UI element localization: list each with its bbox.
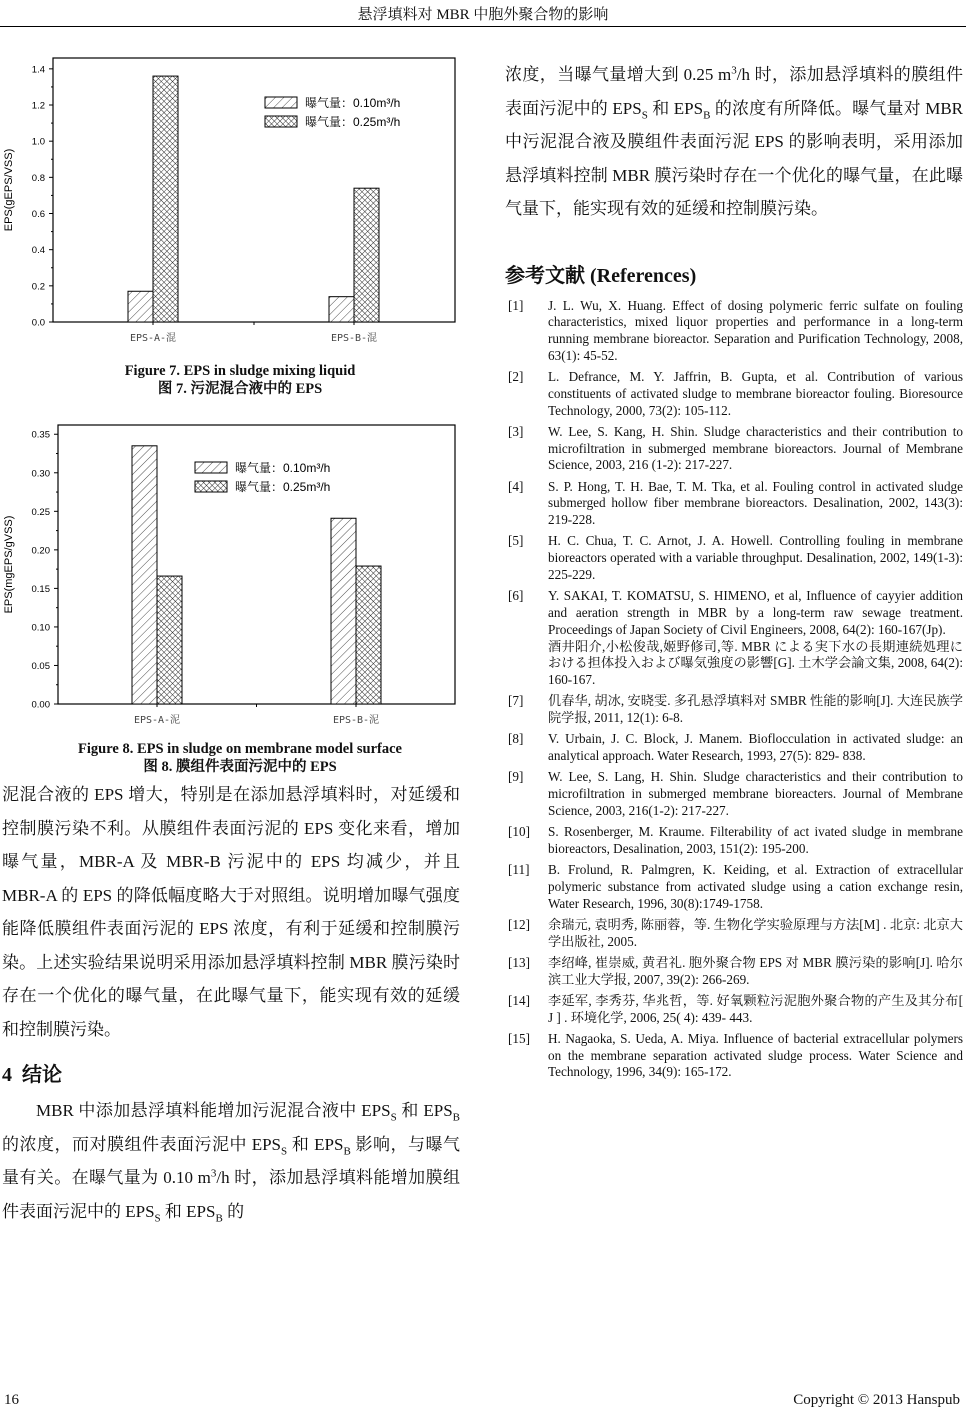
reference-number: [14]	[508, 992, 530, 1008]
x-tick-label: EPS-A-混	[129, 333, 177, 344]
reference-number: [4]	[508, 478, 524, 494]
reference-item	[508, 993, 963, 1027]
legend-swatch	[265, 97, 297, 108]
subscript: S	[281, 1144, 288, 1157]
bar-aeration-0.10	[128, 291, 153, 322]
reference-number: [15]	[508, 1030, 530, 1046]
reference-text-main: W. Lee, S. Kang, H. Shin. Sludge characteristics and their contribution to microfiltration in submerged membrane bioreactors. Journal of Membrane Science, 2003, 216 (1-2): 217-227.	[548, 423, 963, 473]
reference-number: [5]	[508, 533, 524, 549]
reference-text	[548, 769, 963, 819]
references-heading: 参考文献 (References)	[505, 264, 697, 287]
x-tick-label: EPS-B-混	[330, 333, 378, 344]
page-number: 16	[4, 1392, 19, 1408]
reference-item	[508, 769, 963, 819]
y-tick-label: 0.35	[31, 429, 50, 441]
bar-aeration-0.10	[331, 518, 356, 704]
reference-text	[548, 993, 963, 1027]
conclusion-paragraph-right	[505, 58, 963, 226]
reference-text-main: S. Rosenberger, M. Kraume. Filterability of act ivated sludge in membrane bioreactors, Desalination, 2003, 151(2): 195-200.	[548, 824, 963, 856]
text-run: 和 EPS	[160, 1201, 216, 1221]
reference-number: [13]	[508, 954, 530, 970]
subscript: B	[343, 1144, 351, 1157]
header-rule	[0, 26, 966, 27]
figure-8-caption-cn: 图 8. 膜组件表面污泥中的 EPS	[143, 759, 337, 775]
reference-item	[508, 424, 963, 474]
legend-label: 曝气量：0.10m³/h	[305, 96, 401, 110]
text-run: 的浓度，而对膜组件表面污泥中 EPS	[2, 1134, 282, 1154]
reference-item	[508, 588, 963, 689]
bar-aeration-0.10	[132, 446, 157, 704]
legend-swatch	[265, 116, 297, 127]
reference-text-main: S. P. Hong, T. H. Bae, T. M. Tka, et al. Fouling control in activated sludge submerged hollow fiber membrane bioreactors. Desalination, 2002, 143(3): 219-228.	[548, 478, 963, 528]
figure-8-caption-en: Figure 8. EPS in sludge on membrane model surface	[78, 741, 402, 757]
reference-text	[548, 731, 963, 765]
legend-label: 曝气量：0.25m³/h	[305, 115, 401, 129]
y-tick-label: 1.2	[31, 100, 45, 112]
reference-number: [1]	[508, 297, 524, 313]
figure-7-caption	[0, 362, 480, 398]
reference-text-main: V. Urbain, J. C. Block, J. Manem. Bioflocculation in activated sludge: an analytical approach. Water Research, 1993, 27(5): 829- 838.	[548, 731, 963, 764]
subscript: S	[390, 1111, 397, 1124]
bar-aeration-0.25	[153, 76, 178, 322]
reference-item	[508, 1031, 963, 1081]
reference-number: [10]	[508, 824, 530, 840]
figure-8-caption	[0, 740, 480, 776]
reference-text-main: 李绍峰, 崔崇威, 黄君礼. 胞外聚合物 EPS 对 MBR 膜污染的影响[J]. 哈尔滨工业大学报, 2007, 39(2): 266-269.	[548, 954, 963, 987]
figure-7-caption-cn: 图 7. 污泥混合液中的 EPS	[157, 381, 323, 397]
figure-7-caption-en: Figure 7. EPS in sludge mixing liquid	[124, 363, 356, 379]
figure-8-chart	[0, 420, 480, 738]
y-tick-label: 0.0	[31, 317, 45, 329]
figure-8-svg	[0, 420, 480, 738]
reference-text-original: 酒井阳介,小松俊哉,姬野修司,等. MBR による実下水の長期連続処理における担体投入および曝気強度の影響[G]. 土木学会論文集, 2008, 64(2): 160-167.	[548, 638, 963, 688]
subscript: B	[215, 1211, 223, 1224]
y-axis-label: EPS(gEPS/VSS)	[3, 148, 15, 232]
y-tick-label: 1.0	[31, 136, 45, 148]
section-heading	[2, 1060, 460, 1090]
reference-number: [9]	[508, 769, 524, 785]
y-tick-label: 0.6	[31, 209, 45, 221]
reference-item	[508, 479, 963, 529]
reference-text	[548, 369, 963, 419]
reference-item	[508, 917, 963, 951]
reference-item	[508, 298, 963, 365]
reference-item	[508, 693, 963, 727]
reference-number: [3]	[508, 423, 524, 439]
text-run: 和 EPS	[647, 98, 704, 118]
bar-aeration-0.25	[356, 566, 381, 704]
reference-text	[548, 533, 963, 583]
reference-number: [8]	[508, 731, 524, 747]
y-tick-label: 0.10	[31, 622, 50, 634]
x-tick-label: EPS-B-泥	[332, 715, 380, 726]
reference-text	[548, 424, 963, 474]
supscript: 3	[731, 64, 737, 77]
reference-text-main: W. Lee, S. Lang, H. Shin. Sludge characteristics and their contribution to microfiltration in submerged membrane bioreacters. Journal of Membrane Science, 2003, 216(1-2): 217-227.	[548, 769, 963, 818]
text-run: 泥混合液的 EPS 增大，特别是在添加悬浮填料时，对延缓和控制膜污染不利。从膜组件表面污泥的 EPS 变化来看，增加曝气量，MBR-A 及 MBR-B 污泥中的 EPS 均减少，并且 MBR-A 的 EPS 的降低幅度略大于对照组。说明增加曝气强度能降低膜组件表面污泥的 EPS 浓度，有利于延缓和控制膜污染。上述实验结果说明采用添加悬浮填料控制 MBR 膜污染时存在一个优化的曝气量，在此曝气量下，能实现有效的延缓和控制膜污染。	[2, 785, 460, 1039]
x-tick-label: EPS-A-泥	[133, 715, 181, 726]
y-tick-label: 0.05	[31, 660, 50, 672]
y-tick-label: 1.4	[31, 64, 45, 76]
reference-number: [12]	[508, 916, 530, 932]
reference-text-main: 仉春华, 胡冰, 安晓雯. 多孔悬浮填料对 SMBR 性能的影响[J]. 大连民族学院学报, 2011, 12(1): 6-8.	[548, 693, 963, 726]
reference-text-main: J. L. Wu, X. Huang. Effect of dosing polymeric ferric sulfate on fouling characteristics, mixed liquor properties and performance in a long-term running membrane bioreactor. Separation and Purification Technology, 2008, 63(1): 45-52.	[548, 297, 963, 363]
text-run: 影响，与曝气量有关。在曝气量为 0.10 m	[2, 1134, 461, 1187]
legend-swatch	[195, 462, 227, 473]
reference-text	[548, 588, 963, 689]
text-run: 浓度，当曝气量增大到 0.25 m	[505, 65, 732, 84]
y-tick-label: 0.4	[31, 245, 45, 257]
reference-item	[508, 862, 963, 912]
reference-item	[508, 824, 963, 858]
reference-number: [2]	[508, 369, 524, 385]
section-number: 4	[2, 1064, 12, 1086]
reference-text-main: Y. SAKAI, T. KOMATSU, S. HIMENO, et al, Influence of cayyier addition and aeration strength in MBR by a long-term raw sewage treatment. Proceedings of Japan Society of Civil Engineers, 2008, 64(2): 160-167(Jp).	[548, 588, 963, 637]
section-title: 结论	[22, 1064, 62, 1086]
left-column-text	[2, 778, 460, 1228]
reference-text	[548, 479, 963, 529]
figure-7-svg	[0, 50, 480, 360]
text-run: 的	[222, 1201, 245, 1221]
conclusion-paragraph-left	[2, 1094, 460, 1228]
reference-text	[548, 917, 963, 951]
y-tick-label: 0.25	[31, 506, 50, 518]
subscript: S	[641, 108, 648, 121]
bar-aeration-0.10	[329, 297, 354, 322]
y-tick-label: 0.15	[31, 583, 50, 595]
reference-text-main: L. Defrance, M. Y. Jaffrin, B. Gupta, et al. Contribution of various constituents of activated sludge to membrane bioreactor fouling. Bioresource Technology, 2000, 73(2): 105-112.	[548, 369, 963, 418]
bar-aeration-0.25	[354, 188, 379, 322]
reference-text	[548, 693, 963, 727]
text-run: 和 EPS	[396, 1101, 453, 1120]
reference-text	[548, 862, 963, 912]
body-paragraph	[2, 778, 460, 1046]
reference-text-main: H. Nagaoka, S. Ueda, A. Miya. Influence of bacterial extracellular polymers on the membrane separation activated sludge process. Water Science and Technology, 1996, 34(9): 165-172.	[548, 1030, 963, 1080]
reference-list	[508, 298, 963, 1082]
reference-text	[548, 955, 963, 989]
running-header: 悬浮填料对 MBR 中胞外聚合物的影响	[357, 7, 609, 23]
text-run: /h 时，添加悬浮填料的膜组件表面污泥中的 EPS	[505, 65, 963, 118]
subscript: B	[452, 1111, 461, 1124]
subscript: B	[703, 108, 711, 121]
reference-number: [6]	[508, 588, 524, 604]
y-tick-label: 0.00	[31, 699, 50, 711]
text-run: /h 时，添加悬浮填料能增加膜组件表面污泥中的 EPS	[2, 1168, 460, 1221]
reference-number: [11]	[508, 862, 530, 878]
copyright: Copyright © 2013 Hanspub	[793, 1392, 960, 1408]
bar-aeration-0.25	[157, 576, 182, 704]
reference-text-main: 余瑞元, 袁明秀, 陈丽蓉，等. 生物化学实验原理与方法[M] . 北京: 北京大学出版社, 2005.	[548, 916, 963, 949]
legend-label: 曝气量：0.10m³/h	[235, 461, 331, 475]
right-column-text	[505, 58, 963, 1086]
y-tick-label: 0.30	[31, 468, 50, 480]
subscript: S	[154, 1211, 161, 1224]
figure-7-chart	[0, 50, 480, 360]
reference-text	[548, 824, 963, 858]
supscript: 3	[210, 1167, 217, 1180]
reference-item	[508, 533, 963, 583]
text-run: 的浓度有所降低。曝气量对 MBR 中污泥混合液及膜组件表面污泥 EPS 的影响表明，采用添加悬浮填料控制 MBR 膜污染时存在一个优化的曝气量，在此曝气量下，能实现有效的延缓和控制膜污染。	[505, 98, 963, 218]
reference-text-main: 李延军, 李秀芬, 华兆哲，等. 好氧颗粒污泥胞外聚合物的产生及其分布[ J ] . 环境化学, 2006, 25( 4): 439- 443.	[548, 992, 963, 1025]
legend-swatch	[195, 481, 227, 492]
reference-text-main: B. Frolund, R. Palmgren, K. Keiding, et al. Extraction of extracellular polymeric substance from activated sludge using a cation exchange resin, Water Research, 1996, 30(8):1749-1758.	[548, 862, 963, 911]
reference-item	[508, 731, 963, 765]
text-run: MBR 中添加悬浮填料能增加污泥混合液中 EPS	[36, 1101, 391, 1120]
text-run: 和 EPS	[287, 1134, 344, 1154]
legend-label: 曝气量：0.25m³/h	[235, 480, 331, 494]
y-tick-label: 0.2	[31, 281, 45, 293]
y-tick-label: 0.8	[31, 172, 45, 184]
reference-text	[548, 1031, 963, 1081]
reference-number: [7]	[508, 693, 524, 709]
reference-item	[508, 369, 963, 419]
y-tick-label: 0.20	[31, 545, 50, 557]
reference-item	[508, 955, 963, 989]
y-axis-label: EPS(mgEPS/gVSS)	[3, 515, 15, 614]
reference-text-main: H. C. Chua, T. C. Arnot, J. A. Howell. Controlling fouling in membrane bioreactors operated with a variable throughput. Desalination, 2002, 149(1-3): 225-229.	[548, 533, 963, 583]
reference-text	[548, 298, 963, 365]
